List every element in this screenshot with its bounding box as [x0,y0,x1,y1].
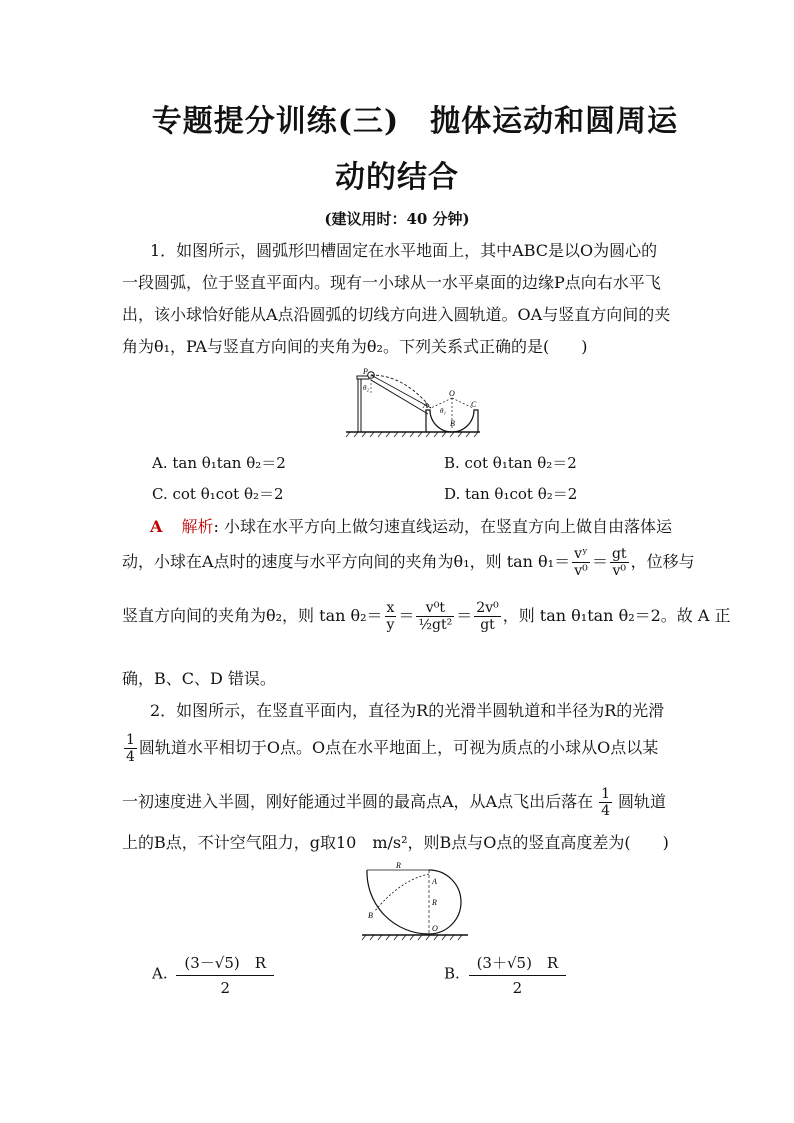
q1-fig-label-b: B [450,419,455,428]
q2-text2b: 圆轨道水平相切于O点。O点在水平地面上，可视为质点的小球从O点以某 [138,738,659,757]
q2-fraction-quarter-2: $\frac{1}{4}$ [601,786,611,819]
q1-figure [344,366,484,438]
q1-fig-label-a: A [423,401,428,410]
q1-analysis-text1: : 小球在水平方向上做匀速直线运动，在竖直方向上做自由落体运 [213,517,673,536]
q2-line3 [122,786,666,819]
q2-option-b[interactable] [444,952,566,997]
q1-fraction-gt-v0: $\frac{gt}{\text{v⁰}}$ [611,546,627,579]
q2-line2 [122,732,658,765]
q2-option-a-label: A. [152,964,168,983]
q1-equals-1: ＝ [591,552,608,571]
q2-fig-label-b: B [368,911,373,920]
q2-fraction-quarter: $\frac{1}{4}$ [126,732,135,765]
q2-figure [360,862,472,942]
q1-line2: 一段圆弧，位于竖直平面内。现有一小球从一水平桌面的边缘P点向右水平飞 [122,273,661,292]
q1-equals-3: ＝ [456,606,473,625]
q1-fraction-vy-v0: $\frac{\text{vʸ}}{\text{v⁰}}$ [574,546,588,579]
q1-analysis-text3a: 竖直方向间的夹角为θ₂，则 tan θ₂＝ [122,606,383,625]
q1-analysis-text2b: ，位移与 [630,552,695,571]
q1-analysis-label: 解析 [181,517,214,536]
q1-analysis-text2a: 动，小球在A点时的速度与水平方向间的夹角为θ₁，则 tan θ₁＝ [122,552,571,571]
q2-fig-label-o: O [432,924,438,933]
q2-fig-label-r-mid: R [432,898,437,907]
q1-option-b[interactable]: B. cot θ₁tan θ₂＝2 [444,454,577,472]
q1-fig-label-c: C [471,400,477,409]
q1-equals-2: ＝ [398,606,415,625]
q2-option-b-fraction: $\frac{(3+√5) R}{2}$ [469,952,567,997]
q1-analysis-line2 [122,546,695,579]
q1-option-a[interactable]: A. tan θ₁tan θ₂＝2 [152,454,286,472]
q1-fig-label-o: O [449,389,455,398]
q2-option-b-label: B. [444,964,460,983]
q2-fig-label-r-top: R [396,862,401,870]
page-title-line2: 动的结合 [335,160,459,195]
q1-analysis-line4: 确，B、C、D 错误。 [122,669,276,688]
q1-line3: 出，该小球恰好能从A点沿圆弧的切线方向进入圆轨道。OA与竖直方向间的夹 [122,305,671,324]
q2-text3a: 一初速度进入半圆，刚好能通过半圆的最高点A，从A点飞出后落在 [122,792,594,811]
q2-fig-label-a: A [432,877,437,886]
q2-option-a-fraction: $\frac{(3-√5) R}{2}$ [176,952,274,997]
q2-option-a[interactable] [152,952,274,997]
q1-option-c[interactable]: C. cot θ₁cot θ₂＝2 [152,485,284,503]
q1-line1: 1．如图所示，圆弧形凹槽固定在水平地面上，其中ABC是以O为圆心的 [150,241,658,260]
page-title-line1: 专题提分训练(三) 抛体运动和圆周运 [151,104,679,139]
q2-line4: 上的B点，不计空气阻力，g取10 m/s²，则B点与O点的竖直高度差为( ) [122,833,669,852]
q1-fig-label-theta2: θ₂ [363,384,369,392]
q1-fig-label-p: P [363,367,368,376]
q1-option-d[interactable]: D. tan θ₁cot θ₂＝2 [444,485,578,503]
q1-answer: A [150,517,163,536]
q1-fraction-x-y: $\frac{x}{y}$ [386,600,395,633]
suggested-time-note: (建议用时：40 分钟) [324,210,470,228]
q2-line1: 2．如图所示，在竖直平面内，直径为R的光滑半圆轨道和半径为R的光滑 [150,701,665,720]
q1-fraction-2v0-gt: $\frac{\text{2v⁰}}{gt}$ [476,600,499,633]
q1-fig-label-theta1: θ₁ [440,407,446,415]
q1-fraction-v0t-halfgt2: $\frac{\text{v⁰t}}{\text{½gt²}}$ [418,600,453,633]
q1-analysis-line1 [150,514,672,537]
q1-analysis-text3b: ，则 tan θ₁tan θ₂＝2。故 A 正 [502,606,731,625]
q1-analysis-line3 [122,600,731,633]
q1-line4: 角为θ₁，PA与竖直方向间的夹角为θ₂。下列关系式正确的是( ) [122,337,588,356]
q2-text3b: 圆轨道 [618,792,667,811]
